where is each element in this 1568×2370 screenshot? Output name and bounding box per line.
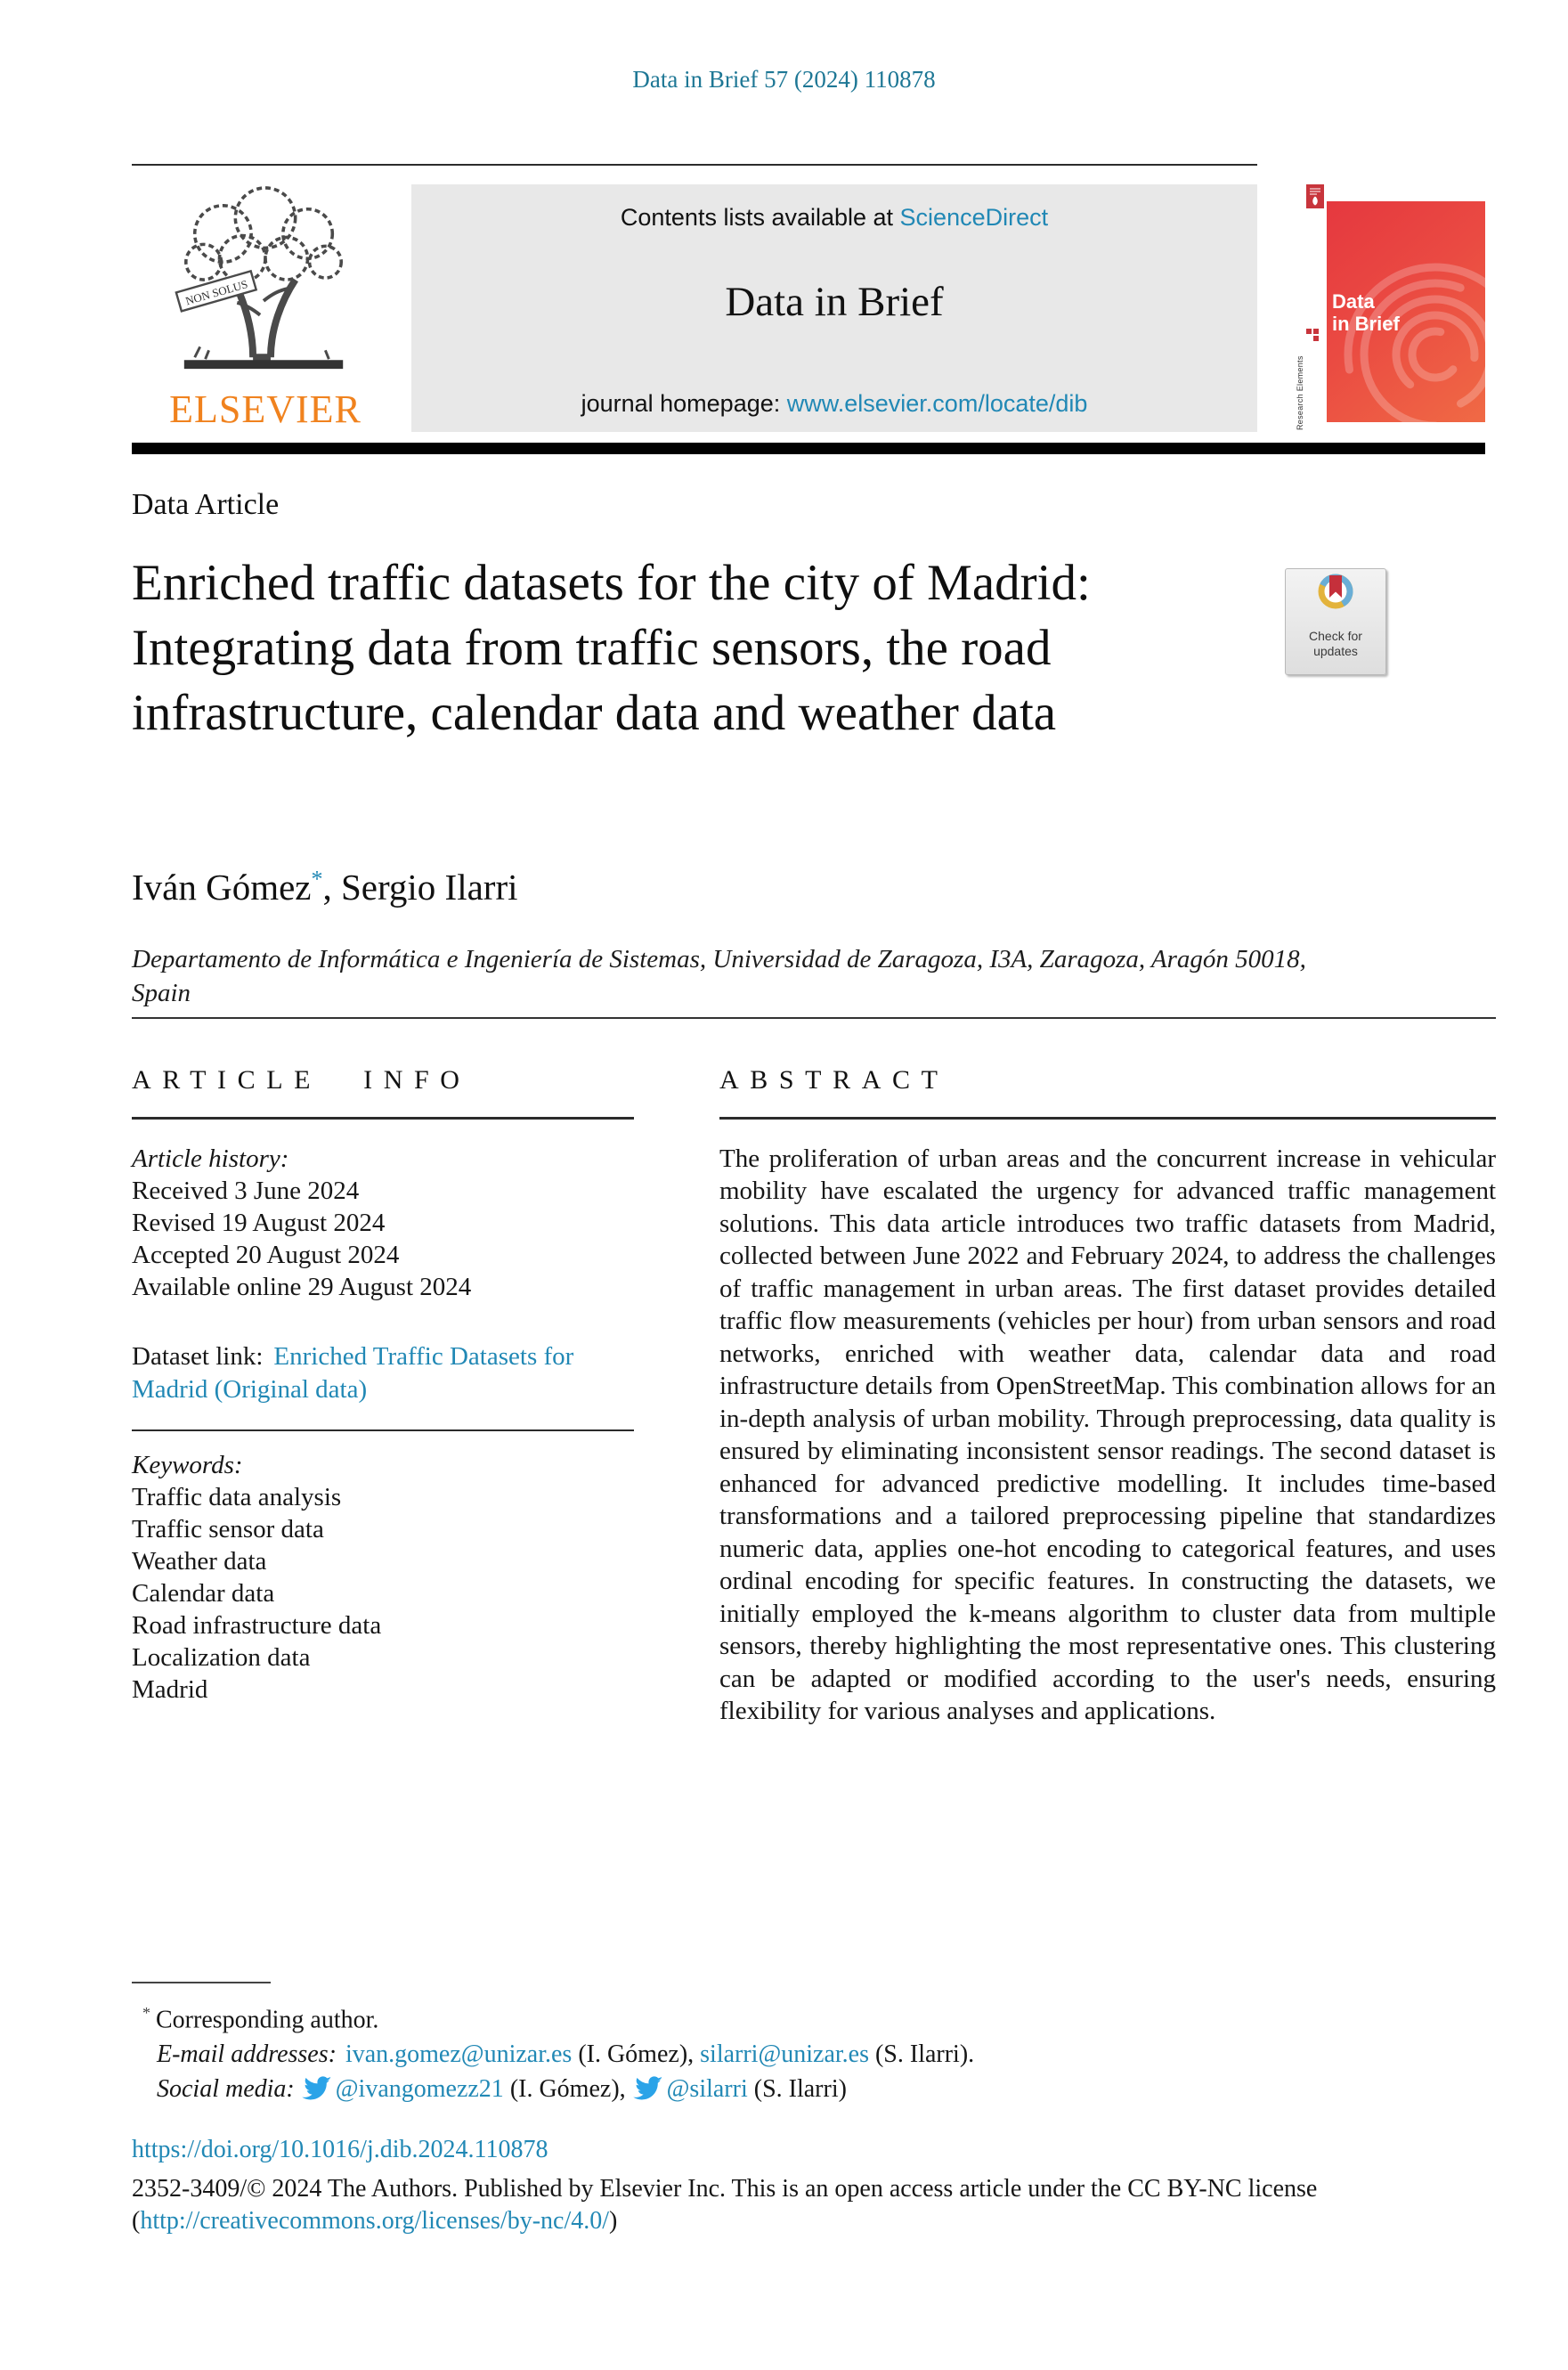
keyword-item: Localization data [132, 1642, 311, 1672]
dataset-link[interactable]: Enriched Traffic Datasets for Madrid (Original data) [132, 1341, 574, 1404]
journal-cover-strip [1296, 184, 1485, 432]
email-link-gomez[interactable]: ivan.gomez@unizar.es [345, 2040, 573, 2069]
email-link-ilarri[interactable]: silarri@unizar.es [700, 2040, 869, 2069]
crossmark-icon [1307, 569, 1364, 624]
article-title: Enriched traffic datasets for the city of Madrid: Integrating data from traffic sensors, the road infrastructure, calendar data and weather data [132, 555, 1091, 741]
affiliation: Departamento de Informática e Ingeniería de Sistemas, Universidad de Zaragoza, I3A, Zaragoza, Aragón 50018, Spain [132, 945, 1306, 1007]
email2-suffix: (S. Ilarri). [868, 2040, 975, 2069]
elsevier-logo-block [132, 184, 399, 432]
homepage-prefix: journal homepage: [581, 390, 787, 417]
email-label: E-mail addresses: [157, 2040, 337, 2069]
history-received: Received 3 June 2024 [132, 1176, 360, 1205]
cover-title-line1: Data [1332, 290, 1375, 313]
license-line [132, 2205, 1467, 2237]
journal-cover [1327, 201, 1485, 422]
check-for-updates-badge[interactable] [1285, 568, 1386, 675]
abstract-text: The proliferation of urban areas and the concurrent increase in vehicular mobility have escalated the urgency for advanced traffic management solutions. This data article introduces two traffic datasets from Madrid, collected between June 2022 and February 2024, to address the challenges of traffic management in urban areas. The first dataset provides detailed traffic flow measurements (vehicles per hour) from urban sensors and road networks, enriched with weather data, calendar data and road infrastructure details from OpenStreetMap. This combination allows for an in-depth analysis of urban mobility. Through preprocessing, data quality is ensured by eliminating inconsistent sensor readings. The second dataset is enhanced for advanced predictive modelling. It includes time-based transformations and a tailored preprocessing pipeline that standardizes numeric data, applies one-hot encoding to categorical features, and uses ordinal encoding for specific features. In constructing the datasets, we initially employed the k-means algorithm to cluster data from multiple sensors, thereby highlighting the most representative ones. This clustering can be adapted or modified according to the user's needs, ensuring flexibility for various analyses and applications. [719, 1144, 1496, 1725]
email1-suffix: (I. Gómez), [572, 2040, 701, 2069]
keywords-label: Keywords: [132, 1450, 243, 1479]
author-line [132, 866, 518, 908]
elsevier-wordmark: ELSEVIER [169, 387, 362, 431]
history-revised: Revised 19 August 2024 [132, 1208, 386, 1237]
twitter-handle-ilarri[interactable]: @silarri [666, 2075, 748, 2104]
abstract-rule [719, 1117, 1496, 1120]
article-history [132, 1143, 634, 1303]
twitter-handle-gomez[interactable]: @ivangomezz21 [335, 2075, 504, 2104]
research-elements-label: Research Elements [1296, 355, 1304, 430]
keyword-item: Madrid [132, 1674, 208, 1704]
author-1: Iván Gómez [132, 867, 312, 908]
footnote-rule [132, 1982, 271, 1983]
dataset-link-label: Dataset link: [132, 1341, 264, 1371]
footnote-block [132, 1982, 1432, 2106]
keyword-item: Weather data [132, 1546, 267, 1576]
keyword-item: Calendar data [132, 1578, 275, 1608]
contents-prefix: Contents lists available at [620, 204, 900, 231]
history-label: Article history: [132, 1144, 289, 1173]
research-elements-icon [1306, 329, 1319, 341]
journal-banner [411, 184, 1257, 432]
top-rule [132, 164, 1257, 166]
author-2: , Sergio Ilarri [322, 867, 518, 908]
corresponding-author-note [132, 1996, 1432, 2037]
homepage-line [411, 390, 1257, 418]
homepage-link[interactable]: www.elsevier.com/locate/dib [786, 390, 1088, 417]
corresponding-author-asterisk[interactable]: * [311, 866, 323, 892]
elsevier-tree-logo [159, 184, 371, 382]
social-media-label: Social media: [157, 2075, 295, 2104]
email-addresses-line [132, 2037, 1432, 2072]
handle2-suffix: (S. Ilarri) [747, 2075, 847, 2104]
social-media-line [132, 2072, 1432, 2106]
article-type-label: Data Article [132, 488, 280, 521]
corresponding-author-text: Corresponding author. [156, 2006, 379, 2034]
article-info-heading: ARTICLE INFO [132, 1065, 471, 1095]
keywords-rule [132, 1429, 634, 1431]
cover-title [1332, 290, 1400, 335]
doi-line [132, 2136, 548, 2164]
non-solus-banner: NON SOLUS [183, 278, 249, 308]
elsevier-mini-logo [1306, 184, 1324, 208]
keyword-item: Road infrastructure data [132, 1610, 382, 1640]
copyright-line: 2352-3409/© 2024 The Authors. Published by Elsevier Inc. This is an open access article under the CC BY-NC license [132, 2175, 1318, 2203]
check-badge-line1: Check for [1309, 629, 1362, 643]
copyright-block [132, 2173, 1467, 2237]
info-abstract-columns [132, 1065, 1496, 1728]
header-divider-bar [132, 443, 1485, 454]
research-elements-mark [1296, 323, 1324, 430]
abstract-heading: ABSTRACT [719, 1065, 949, 1095]
abstract-column [719, 1065, 1496, 1728]
sciencedirect-link[interactable]: ScienceDirect [899, 204, 1049, 231]
license-open-paren: ( [132, 2207, 141, 2235]
contents-line [411, 184, 1257, 232]
handle1-suffix: (I. Gómez), [503, 2075, 626, 2104]
twitter-icon [302, 2076, 332, 2101]
journal-title: Data in Brief [725, 279, 944, 325]
keywords-block [132, 1449, 634, 1706]
dataset-link-block [132, 1340, 634, 1406]
doi-link[interactable]: https://doi.org/10.1016/j.dib.2024.110878 [132, 2136, 548, 2163]
license-close-paren: ) [609, 2207, 618, 2235]
journal-header [132, 184, 1485, 432]
cover-title-line2: in Brief [1332, 313, 1400, 335]
article-info-rule [132, 1117, 634, 1120]
check-badge-line2: updates [1313, 644, 1358, 658]
keyword-item: Traffic sensor data [132, 1514, 324, 1543]
license-link[interactable]: http://creativecommons.org/licenses/by-nc/4.0/ [140, 2207, 610, 2235]
history-accepted: Accepted 20 August 2024 [132, 1240, 400, 1269]
history-available: Available online 29 August 2024 [132, 1272, 472, 1301]
article-info-column [132, 1065, 634, 1728]
keyword-item: Traffic data analysis [132, 1482, 342, 1511]
section-divider-rule [132, 1017, 1496, 1019]
twitter-icon [633, 2076, 663, 2101]
footnote-asterisk: * [142, 2004, 150, 2022]
journal-citation: Data in Brief 57 (2024) 110878 [632, 66, 936, 93]
